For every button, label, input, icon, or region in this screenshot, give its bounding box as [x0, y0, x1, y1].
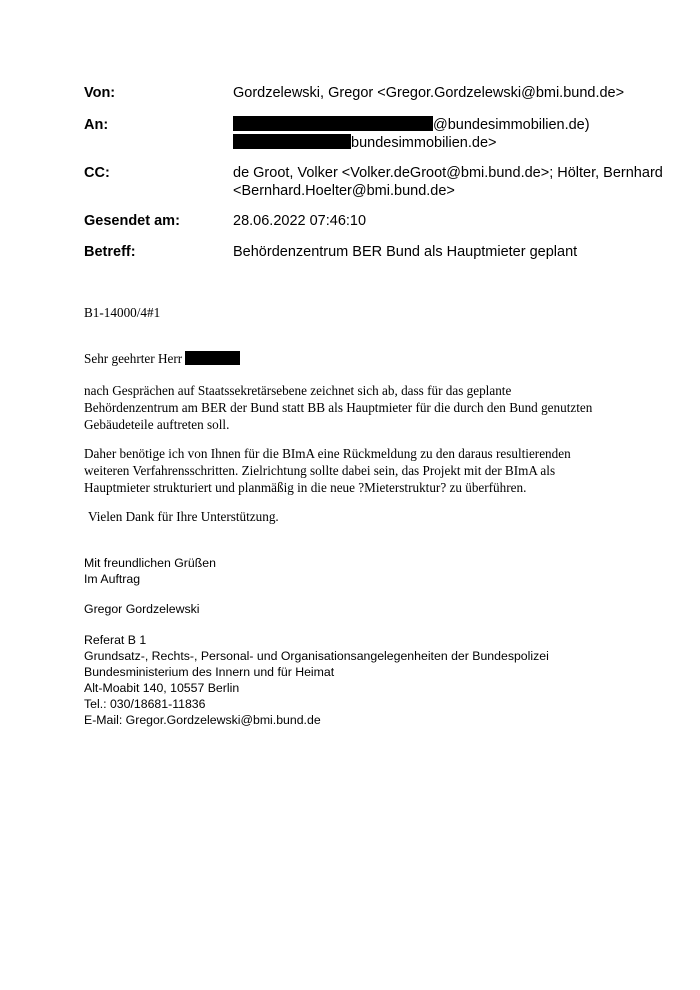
redaction-bar — [185, 351, 240, 365]
unit-description: Grundsatz-, Rechts-, Personal- und Organisationsangelegenheiten der Bundespolizei — [84, 649, 549, 663]
sent-label: Gesendet am: — [84, 213, 180, 229]
cc-line-1: de Groot, Volker <Volker.deGroot@bmi.bund.de>; Hölter, Bernhard — [233, 165, 663, 181]
paragraph-1-line-1: nach Gesprächen auf Staatssekretärsebene zeichnet sich ab, dass für das geplante — [84, 383, 512, 398]
paragraph-1-line-2: Behördenzentrum am BER der Bund statt BB als Hauptmieter für die durch den Bund genutzten — [84, 400, 593, 415]
paragraph-2-line-3: Hauptmieter strukturiert und planmäßig in die neue ?Mieterstruktur? zu überführen. — [84, 480, 527, 495]
by-order: Im Auftrag — [84, 572, 141, 586]
to-line-1-suffix: @bundesimmobilien.de) — [433, 117, 590, 133]
cc-line-2: <Bernhard.Hoelter@bmi.bund.de> — [233, 183, 455, 199]
ministry-name: Bundesministerium des Innern und für Heimat — [84, 665, 335, 679]
to-line-2 — [233, 134, 673, 152]
paragraph-2-line-1: Daher benötige ich von Ihnen für die BImA eine Rückmeldung zu den daraus resultierenden — [84, 446, 571, 461]
redaction-bar — [233, 116, 433, 131]
paragraph-1-line-3: Gebäudeteile auftreten soll. — [84, 417, 230, 432]
unit-name: Referat B 1 — [84, 633, 147, 647]
phone: Tel.: 030/18681-11836 — [84, 697, 206, 711]
to-label: An: — [84, 117, 109, 133]
reference-number: B1-14000/4#1 — [84, 305, 161, 320]
from-label: Von: — [84, 85, 116, 101]
from-value: Gordzelewski, Gregor <Gregor.Gordzelewski@bmi.bund.de> — [233, 85, 625, 101]
closing: Mit freundlichen Grüßen — [84, 556, 216, 570]
to-line-2-suffix: bundesimmobilien.de> — [351, 135, 497, 151]
subject-label: Betreff: — [84, 244, 136, 260]
paragraph-2 — [84, 445, 664, 496]
cc-label: CC: — [84, 165, 110, 181]
salutation-text: Sehr geehrter Herr — [84, 351, 183, 366]
paragraph-1 — [84, 382, 664, 433]
thanks-line: Vielen Dank für Ihre Unterstützung. — [88, 509, 279, 524]
to-value — [233, 116, 673, 152]
paragraph-2-line-2: weiteren Verfahrensschritten. Zielrichtung sollte dabei sein, das Projekt mit der BImA als — [84, 463, 556, 478]
sent-value: 28.06.2022 07:46:10 — [233, 213, 367, 229]
to-line-1 — [233, 116, 673, 134]
sender-name: Gregor Gordzelewski — [84, 602, 200, 616]
salutation — [84, 350, 240, 367]
redaction-bar — [233, 134, 351, 149]
subject-value: Behördenzentrum BER Bund als Hauptmieter geplant — [233, 244, 578, 260]
address: Alt-Moabit 140, 10557 Berlin — [84, 681, 240, 695]
cc-value — [233, 164, 673, 200]
email: E-Mail: Gregor.Gordzelewski@bmi.bund.de — [84, 713, 321, 727]
